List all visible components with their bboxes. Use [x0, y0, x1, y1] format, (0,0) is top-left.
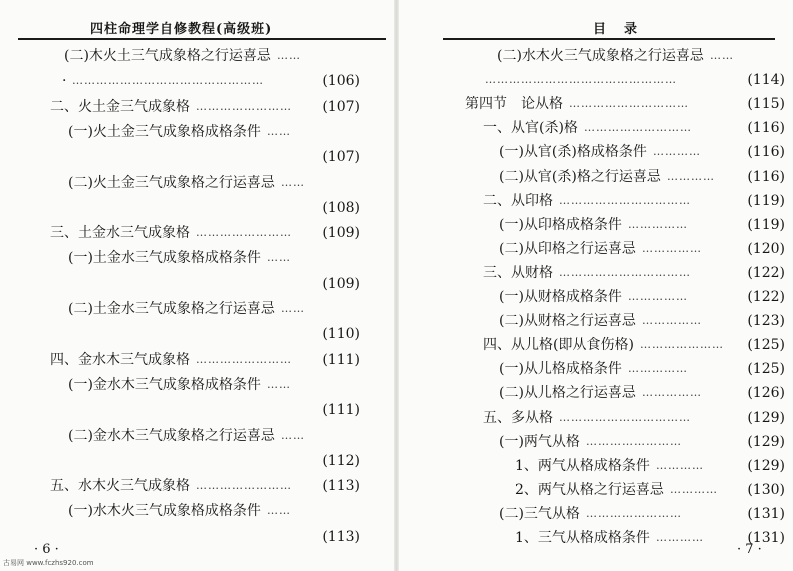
toc-leader-dots: …………… [642, 241, 702, 255]
toc-entry-label: 四、从儿格(即从食伤格) [483, 337, 634, 354]
toc-entry-label: (一)金水木三气成象格成格条件 [68, 376, 261, 393]
toc-entry [0, 274, 392, 294]
left-running-header [18, 14, 386, 40]
toc-leader-dots: ………… [667, 169, 715, 183]
toc-entry-label: 五、水木火三气成象格 [50, 478, 190, 495]
toc-leader-dots: …………………………… [559, 265, 691, 279]
toc-entry-label: (二)三气从格 [499, 505, 580, 522]
toc-entry [401, 359, 793, 379]
toc-page-ref: (129) [747, 433, 785, 450]
toc-entry [0, 248, 392, 268]
toc-entry-label: (二)火土金三气成象格之行运喜忌 [68, 174, 275, 191]
toc-leader-dots: ………………………… [569, 97, 689, 111]
toc-entry [401, 383, 793, 403]
toc-entry-label: (二)从印格之行运喜忌 [499, 240, 636, 257]
toc-entry-label: (一)从财格成格条件 [499, 289, 622, 305]
toc-entry-label: (一)从印格成格条件 [499, 216, 622, 233]
toc-entry [0, 476, 392, 496]
toc-entry [401, 504, 793, 524]
toc-entry-label: (一)水木火三气成象格成格条件 [68, 503, 261, 520]
toc-entry [0, 299, 392, 319]
toc-entry-label: (一)从儿格成格条件 [499, 361, 622, 378]
toc-entry [401, 167, 793, 187]
toc-page-ref: (109) [322, 225, 360, 242]
toc-page-ref: (107) [322, 98, 360, 115]
toc-entry [0, 223, 392, 243]
toc-entry-label: (一)土金水三气成象格成格条件 [68, 250, 261, 267]
toc-page-ref: (126) [747, 385, 785, 402]
left-page-number: · 6 · [34, 542, 59, 557]
toc-page-ref: (123) [747, 313, 785, 330]
toc-entry [401, 311, 793, 331]
right-running-header [443, 14, 775, 40]
toc-entry [401, 215, 793, 235]
toc-entry-label: 五、多从格 [483, 409, 553, 426]
toc-page-ref: (111) [322, 402, 360, 419]
toc-entry [401, 456, 793, 476]
watermark-text: 古易网 www.fczhs920.com [3, 559, 94, 567]
toc-leader-dots: ……………………… [584, 121, 692, 135]
toc-page-ref: (116) [747, 144, 785, 161]
toc-page-ref: (116) [747, 168, 785, 185]
toc-entry [401, 480, 793, 500]
toc-leader-dots: …… [281, 302, 305, 315]
book-gutter [394, 0, 399, 571]
toc-entry [401, 142, 793, 162]
toc-page-ref: (112) [322, 452, 360, 469]
toc-leader-dots: ………… [656, 458, 704, 472]
toc-leader-dots: ………………………………………… [485, 73, 677, 87]
right-page-number: · 7 · [737, 542, 762, 557]
right-page [401, 0, 793, 571]
toc-entry [0, 501, 392, 521]
toc-leader-dots: …………… [642, 386, 702, 400]
toc-entry [401, 70, 793, 90]
toc-leader-dots: …… [710, 49, 734, 62]
toc-entry [0, 147, 392, 167]
toc-entry-label: 三、从财格 [483, 264, 553, 281]
toc-entry-label: 一、从官(杀)格 [483, 120, 578, 137]
toc-page-ref: (131) [747, 505, 785, 522]
toc-entry [0, 46, 392, 66]
toc-entry-label: (二)土金水三气成象格之行运喜忌 [68, 301, 275, 317]
toc-entry-label: (二)从官(杀)格之行运喜忌 [499, 168, 661, 185]
toc-page-ref: (113) [322, 478, 360, 495]
toc-leader-dots: …… [277, 49, 301, 62]
toc-entry-label: (一)从官(杀)格成格条件 [499, 144, 647, 161]
toc-page-ref: (129) [747, 457, 785, 474]
toc-page-ref: (125) [747, 361, 785, 378]
toc-leader-dots: ………………………………………… [72, 74, 264, 88]
toc-leader-dots: …… [267, 504, 291, 518]
toc-entry [401, 432, 793, 452]
toc-entry [401, 287, 793, 307]
toc-entry [401, 335, 793, 355]
toc-page-ref: (106) [322, 73, 360, 90]
toc-entry [0, 198, 392, 218]
toc-leader-dots: ………… [653, 145, 701, 159]
toc-entry [401, 118, 793, 138]
toc-leader-dots: …………………… [196, 352, 292, 366]
right-header-title: 目录 [593, 22, 656, 37]
toc-entry-label: (二)从财格之行运喜忌 [499, 313, 636, 330]
toc-leader-dots: …………………… [586, 434, 682, 448]
toc-page-ref: (119) [747, 192, 785, 209]
left-header-title: 四柱命理学自修教程(高级班) [90, 22, 273, 37]
toc-leader-dots: …………… [628, 362, 688, 376]
toc-entry-label: · [62, 73, 67, 90]
toc-entry [0, 426, 392, 446]
toc-leader-dots: …………… [628, 217, 688, 231]
toc-entry-label: 二、火土金三气成象格 [50, 98, 190, 115]
toc-page-ref: (116) [747, 120, 785, 137]
toc-entry-label: (二)水木火三气成象格之行运喜忌 [497, 48, 704, 64]
toc-page-ref: (110) [322, 326, 360, 343]
toc-entry [401, 191, 793, 211]
toc-entry [401, 239, 793, 259]
toc-entry-label: (二)从儿格之行运喜忌 [499, 385, 636, 402]
toc-page-ref: (111) [322, 351, 360, 368]
toc-leader-dots: …………… [628, 290, 688, 303]
toc-leader-dots: …… [281, 175, 305, 189]
toc-entry [0, 350, 392, 370]
toc-page-ref: (108) [322, 199, 360, 216]
toc-page-ref: (131) [747, 530, 785, 546]
toc-entry-label: (一)两气从格 [499, 433, 580, 450]
toc-leader-dots: …… [267, 124, 291, 138]
toc-entry [0, 400, 392, 420]
toc-leader-dots: ………… [670, 482, 718, 496]
toc-leader-dots: …… [267, 251, 291, 265]
toc-page-ref: (113) [322, 528, 360, 545]
toc-entry-label: (二)金水木三气成象格之行运喜忌 [68, 427, 275, 444]
toc-page-ref: (109) [322, 275, 360, 292]
toc-entry-label: 三、土金水三气成象格 [50, 225, 190, 242]
toc-leader-dots: …………………… [196, 99, 292, 113]
toc-entry-label: (二)木火土三气成象格之行运喜忌 [64, 48, 271, 64]
toc-entry-label: 1、两气从格成格条件 [515, 457, 650, 474]
toc-entry [0, 122, 392, 142]
toc-leader-dots: ………… [656, 531, 704, 544]
toc-page-ref: (122) [747, 289, 785, 305]
toc-leader-dots: …………………… [196, 479, 292, 493]
toc-entry [0, 97, 392, 117]
toc-entry-label: 四、金水木三气成象格 [50, 351, 190, 368]
toc-leader-dots: ………………… [640, 338, 724, 352]
toc-page-ref: (125) [747, 337, 785, 354]
toc-leader-dots: …… [281, 428, 305, 442]
toc-entry [401, 94, 793, 114]
toc-entry [0, 324, 392, 344]
left-page [0, 0, 392, 571]
toc-entry-label: 2、两气从格之行运喜忌 [515, 481, 664, 498]
toc-page-ref: (122) [747, 264, 785, 281]
toc-entry [401, 408, 793, 428]
toc-entry [401, 46, 793, 66]
toc-leader-dots: …………………………… [559, 410, 691, 424]
toc-leader-dots: …… [267, 377, 291, 391]
toc-entry-label: 第四节 论从格 [465, 96, 563, 113]
toc-page-ref: (115) [747, 96, 785, 113]
toc-page-ref: (107) [322, 149, 360, 166]
toc-leader-dots: …………………… [196, 226, 292, 240]
toc-entry [0, 375, 392, 395]
toc-page-ref: (129) [747, 409, 785, 426]
toc-entry [401, 528, 793, 548]
toc-page-ref: (119) [747, 216, 785, 233]
toc-entry [0, 71, 392, 91]
toc-page-ref: (120) [747, 240, 785, 257]
toc-entry-label: (一)火土金三气成象格成格条件 [68, 123, 261, 140]
toc-page-ref: (130) [747, 481, 785, 498]
toc-entry-label: 1、三气从格成格条件 [515, 530, 650, 546]
toc-leader-dots: …………… [642, 314, 702, 328]
toc-page-ref: (114) [747, 72, 785, 89]
toc-leader-dots: …………………………… [559, 193, 691, 207]
toc-entry-label: 二、从印格 [483, 192, 553, 209]
toc-entry [401, 263, 793, 283]
toc-entry [0, 173, 392, 193]
toc-leader-dots: …………………… [586, 506, 682, 520]
toc-entry [0, 451, 392, 471]
